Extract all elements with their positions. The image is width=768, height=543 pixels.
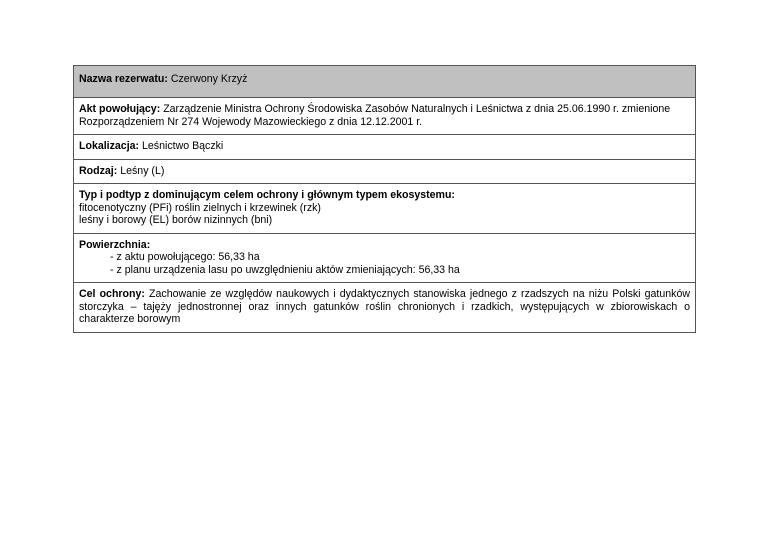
kind-value: Leśny (L) [120,164,165,177]
founding-act-row [74,97,695,134]
reserve-name-label: Nazwa rezerwatu: [79,73,168,85]
area-label: Powierzchnia: [79,238,151,251]
ecosystem-type-line: fitocenotyczny (PFi) roślin zielnych i krzewinek (rzk) [79,201,321,214]
location-label: Lokalizacja: [79,140,140,152]
ecosystem-type-label: Typ i podtyp z dominującym celem ochrony i głównym typem ekosystemu: [79,189,455,201]
location-value: Leśnictwo Bączki [142,140,224,152]
reserve-name-row [74,66,695,97]
ecosystem-type-row [74,183,695,233]
protection-goal-row [74,282,695,332]
kind-row [74,159,695,184]
location-row [74,134,695,159]
area-line-founding-act: - z aktu powołującego: 56,33 ha [110,251,260,263]
protection-goal-label: Cel ochrony: [79,288,145,300]
area-row [74,233,695,283]
ecosystem-type-line: leśny i borowy (EL) borów nizinnych (bni) [79,214,273,226]
protection-goal-value: Zachowanie ze względów naukowych i dydaktycznych stanowiska jednego z rzadszych na niżu Polski gatunków storczyka – tajęży jednostronnej oraz innych gatunków roślin chronionych i rzadkich, występujących w zbiorowiskach o charakterze borowym [79,288,690,325]
founding-act-value: Zarządzenie Ministra Ochrony Środowiska Zasobów Naturalnych i Leśnictwa z dnia 25.06.1990 r. zmienione Rozporządzeniem Nr 274 Wojewody Mazowieckiego z dnia 12.12.2001 r. [79,103,671,128]
founding-act-label: Akt powołujący: [79,103,161,115]
reserve-name-value: Czerwony Krzyż [170,73,248,85]
area-line-forest-plan: - z planu urządzenia lasu po uwzględnieniu aktów zmieniających: 56,33 ha [110,263,460,276]
reserve-info-table [73,65,696,333]
kind-label: Rodzaj: [79,164,118,177]
